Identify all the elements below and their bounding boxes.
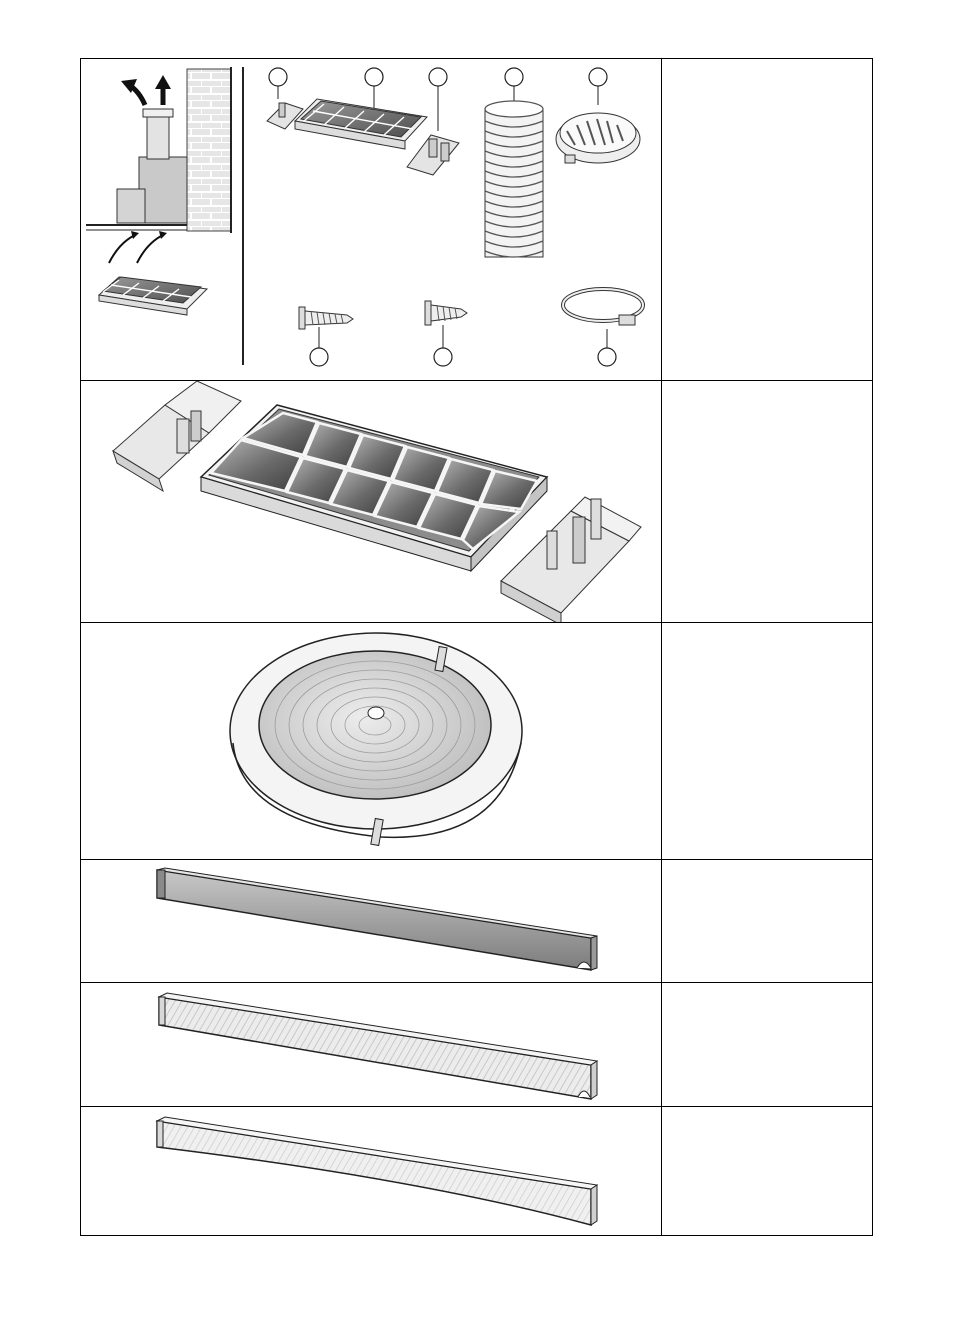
notes-cell-6 (662, 1107, 873, 1236)
overview-cell (81, 59, 662, 381)
trim-strip-dark-cell (81, 860, 662, 983)
filter-assembly-cell (81, 381, 662, 623)
filter-holder-right (407, 135, 459, 175)
accessory-overview-illustration (81, 59, 661, 380)
screw-short (425, 301, 467, 325)
carbon-filter-large (201, 405, 547, 571)
installation-scene (86, 67, 231, 315)
carbon-filter-assembly-illustration (81, 381, 661, 622)
trim-strip-curved-illustration (81, 1107, 661, 1235)
flexible-duct (485, 101, 543, 257)
notes-cell-5 (662, 983, 873, 1107)
notes-cell-1 (662, 59, 873, 381)
trim-strip-dark-illustration (81, 860, 661, 982)
trim-strip-light (159, 993, 597, 1099)
air-deflector (556, 113, 640, 163)
notes-cell-3 (662, 623, 873, 860)
carbon-filter-small (295, 99, 427, 149)
parts-table (80, 58, 873, 1236)
hose-clamp (563, 289, 643, 325)
trim-strip-light-illustration (81, 983, 661, 1106)
trim-strip-curved (157, 1117, 597, 1225)
notes-cell-2 (662, 381, 873, 623)
parts-sheet (80, 58, 872, 1233)
trim-strip-curved-cell (81, 1107, 662, 1236)
round-filter-illustration (81, 623, 661, 859)
round-filter (230, 633, 522, 845)
trim-strip-dark (157, 868, 597, 970)
notes-cell-4 (662, 860, 873, 983)
screw-long (299, 307, 353, 329)
round-filter-cell (81, 623, 662, 860)
trim-strip-light-cell (81, 983, 662, 1107)
